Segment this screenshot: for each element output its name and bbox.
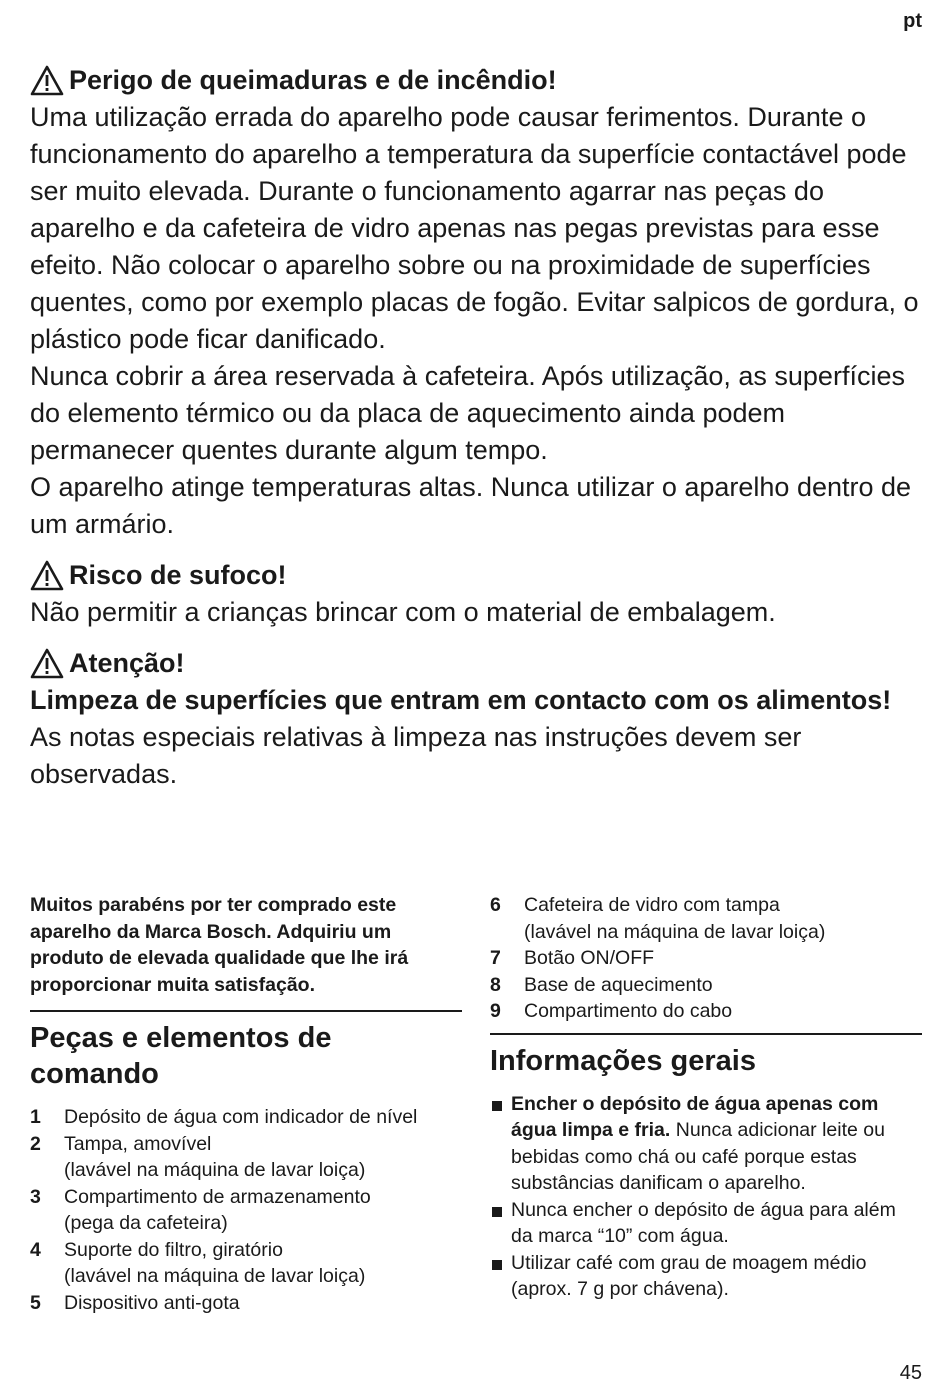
item-line: Suporte do filtro, giratório — [64, 1238, 283, 1261]
item-text — [64, 1184, 462, 1237]
list-item — [30, 1131, 462, 1184]
language-code: pt — [903, 10, 922, 32]
list-item — [30, 1104, 462, 1131]
warning-bold-lead: Limpeza de superfícies que entram em contacto com os alimentos! — [30, 685, 892, 715]
parts-heading: Peças e elementos de comando — [30, 1022, 332, 1090]
item-text — [524, 972, 922, 999]
list-item — [30, 1290, 462, 1317]
bullet-square-icon — [490, 1091, 511, 1197]
item-number: 6 — [490, 894, 501, 916]
item-line: Depósito de água com indicador de nível — [64, 1106, 418, 1128]
parts-list — [30, 1104, 462, 1316]
warning-attention — [30, 645, 920, 793]
warning-triangle-icon — [30, 648, 64, 679]
bullet-body: Nunca encher o depósito de água para além da marca “10” com água. — [511, 1198, 896, 1247]
right-column — [490, 892, 922, 1303]
item-line: Tampa, amovível — [64, 1132, 212, 1155]
item-line: (lavável na máquina de lavar loiça) — [64, 1265, 366, 1287]
warning-burn-fire — [30, 62, 920, 543]
warning-paragraph: Nunca cobrir a área reservada à cafeteira. Após utilização, as superfícies do elemento térmico ou da placa de aquecimento ainda podem permanecer quentes durante algum tempo. — [30, 361, 905, 465]
warning-triangle-icon — [30, 65, 64, 96]
warning-heading — [30, 62, 920, 99]
bullet-square-icon — [490, 1197, 511, 1250]
item-line: (lavável na máquina de lavar loiça) — [524, 920, 826, 943]
bullet-text — [511, 1091, 922, 1197]
warning-title: Atenção! — [69, 648, 185, 678]
item-line: Cafeteira de vidro com tampa — [524, 894, 780, 916]
item-text — [524, 892, 922, 945]
bullet-body: Utilizar café com grau de moagem médio (aprox. 7 g por chávena). — [511, 1251, 867, 1300]
item-number: 3 — [30, 1185, 41, 1208]
bullet-text — [511, 1197, 922, 1250]
list-item — [30, 1237, 462, 1290]
info-heading: Informações gerais — [490, 1033, 922, 1079]
warning-title: Risco de sufoco! — [69, 560, 287, 590]
list-item — [490, 892, 922, 945]
safety-warnings — [30, 62, 920, 807]
item-number: 1 — [30, 1106, 41, 1128]
item-number: 8 — [490, 973, 501, 996]
item-line: Base de aquecimento — [524, 973, 713, 996]
warning-title: Perigo de queimaduras e de incêndio! — [69, 65, 557, 95]
item-number: 2 — [30, 1132, 41, 1155]
bullet-square-icon — [490, 1250, 511, 1303]
warning-suffocation — [30, 557, 920, 631]
list-item — [30, 1184, 462, 1237]
bullet-body: Nunca adicionar leite ou bebidas como chá ou café porque estas substâncias danificam o aparelho. — [511, 1119, 885, 1194]
page-number: 45 — [899, 1362, 922, 1384]
bullet-bold-lead: Encher o depósito de água apenas com água limpa e fria. — [511, 1092, 879, 1141]
warning-heading — [30, 645, 920, 682]
item-text — [524, 998, 922, 1025]
warning-paragraph: O aparelho atinge temperaturas altas. Nunca utilizar o aparelho dentro de um armário. — [30, 472, 912, 539]
parts-list-continued — [490, 892, 922, 1025]
list-item — [490, 1091, 922, 1197]
item-line: (lavável na máquina de lavar loiça) — [64, 1159, 366, 1181]
warning-paragraph — [30, 682, 920, 793]
item-text — [64, 1237, 462, 1290]
list-item — [490, 1250, 922, 1303]
item-number: 9 — [490, 1000, 501, 1022]
item-number: 7 — [490, 947, 501, 969]
list-item — [490, 972, 922, 999]
item-text — [64, 1104, 462, 1131]
left-column — [30, 892, 462, 1316]
warning-paragraph: Uma utilização errada do aparelho pode causar ferimentos. Durante o funcionamento do aparelho a temperatura da superfície contactável pode ser muito elevada. Durante o funcionamento agarrar nas peças do aparelho e da cafeteira de vidro apenas nas pegas previstas para esse efeito. Não colocar o aparelho sobre ou na proximidade de superfícies quentes, como por exemplo placas de fogão. Evitar salpicos de gordura, o plástico pode ficar danificado. — [30, 102, 919, 354]
list-item — [490, 945, 922, 972]
item-number: 4 — [30, 1238, 41, 1261]
warning-paragraph: Não permitir a crianças brincar com o material de embalagem. — [30, 597, 776, 627]
item-text — [524, 945, 922, 972]
item-line: Compartimento do cabo — [524, 1000, 733, 1022]
item-line: Botão ON/OFF — [524, 947, 655, 969]
warning-heading — [30, 557, 920, 594]
warning-triangle-icon — [30, 560, 64, 591]
list-item — [490, 998, 922, 1025]
item-line: Compartimento de armazenamento — [64, 1185, 371, 1208]
item-line: Dispositivo anti-gota — [64, 1291, 240, 1314]
item-text — [64, 1131, 462, 1184]
item-number: 5 — [30, 1291, 41, 1314]
intro-text: Muitos parabéns por ter comprado este aparelho da Marca Bosch. Adquiriu um produto de elevada qualidade que lhe irá proporcionar muita satisfação. — [30, 892, 462, 1012]
warning-text: As notas especiais relativas à limpeza nas instruções devem ser observadas. — [30, 722, 802, 789]
item-text — [64, 1290, 462, 1317]
list-item — [490, 1197, 922, 1250]
item-line: (pega da cafeteira) — [64, 1212, 228, 1234]
bullet-text — [511, 1250, 922, 1303]
info-bullet-list — [490, 1091, 922, 1303]
